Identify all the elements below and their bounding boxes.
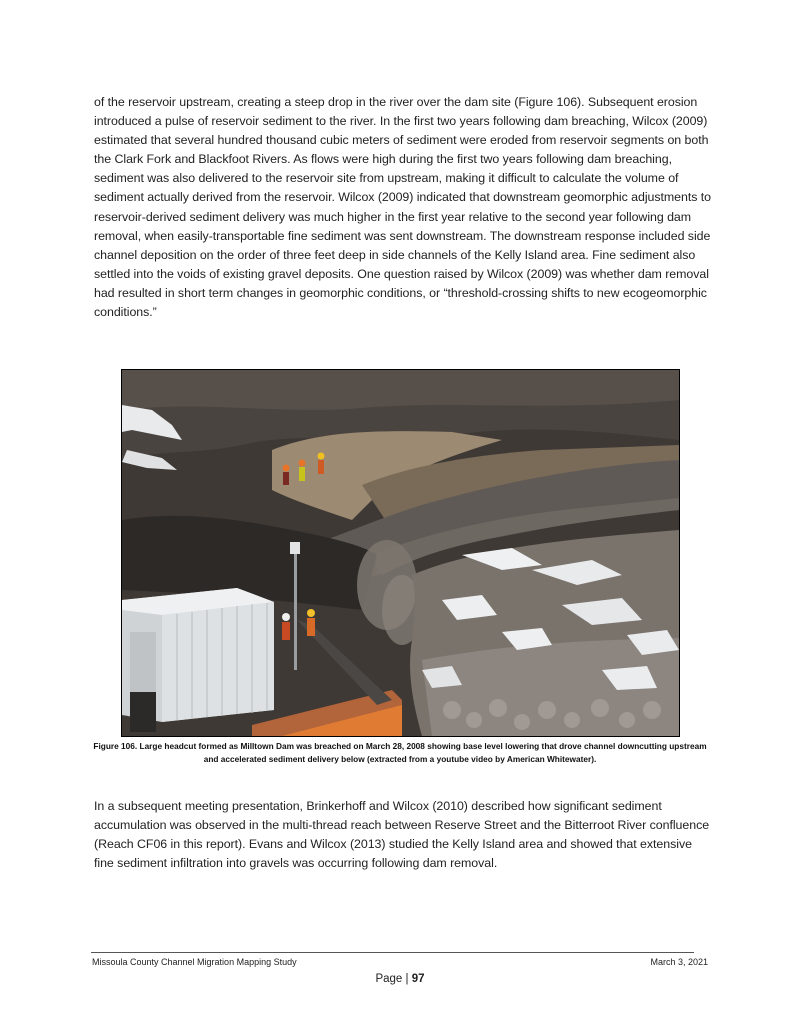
page-number <box>0 973 800 985</box>
footer-date: March 3, 2021 <box>650 957 708 967</box>
page-number-value: 97 <box>411 973 425 985</box>
page-label: Page | <box>375 973 409 985</box>
body-paragraph-1: of the reservoir upstream, creating a steep drop in the river over the dam site (Figure 106). Subsequent erosion introduced a pulse of reservoir sediment to the river. In the first two years following dam breaching, Wilcox (2009) estimated that several hundred thousand cubic meters of sediment were eroded from reservoir segments on both the Clark Fork and Blackfoot Rivers. As flows were high during the first two years following dam breaching, sediment was also delivered to the reservoir site from upstream, making it difficult to calculate the volume of sediment actually derived from the reservoir. Wilcox (2009) indicated that downstream geomorphic adjustments to reservoir-derived sediment delivery was much higher in the first year relative to the second year following dam removal, when easily-transportable fine sediment was sent downstream. The downstream response included side channel deposition on the order of three feet deep in side channels of the Kelly Island area. Fine sediment also settled into the voids of existing gravel deposits. One question raised by Wilcox (2009) was whether dam removal had resulted in short term changes in geomorphic conditions, or “threshold-crossing shifts to new ecogeomorphic conditions.” <box>94 95 712 320</box>
figure-106-photo <box>121 369 680 737</box>
footer-report-title: Missoula County Channel Migration Mapping Study <box>92 957 297 967</box>
body-paragraph-2: In a subsequent meeting presentation, Brinkerhoff and Wilcox (2010) described how significant sediment accumulation was observed in the multi-thread reach between Reserve Street and the Bitterroot River confluence (Reach CF06 in this report). Evans and Wilcox (2013) studied the Kelly Island area and showed that extensive fine sediment infiltration into gravels was occurring following dam removal. <box>94 799 710 871</box>
footer-rule <box>91 952 694 953</box>
figure-caption: Figure 106. Large headcut formed as Milltown Dam was breached on March 28, 2008 showing base level lowering that drove channel downcutting upstream and accelerated sediment delivery below (extracted from a youtube video by American Whitewater). <box>93 741 707 764</box>
